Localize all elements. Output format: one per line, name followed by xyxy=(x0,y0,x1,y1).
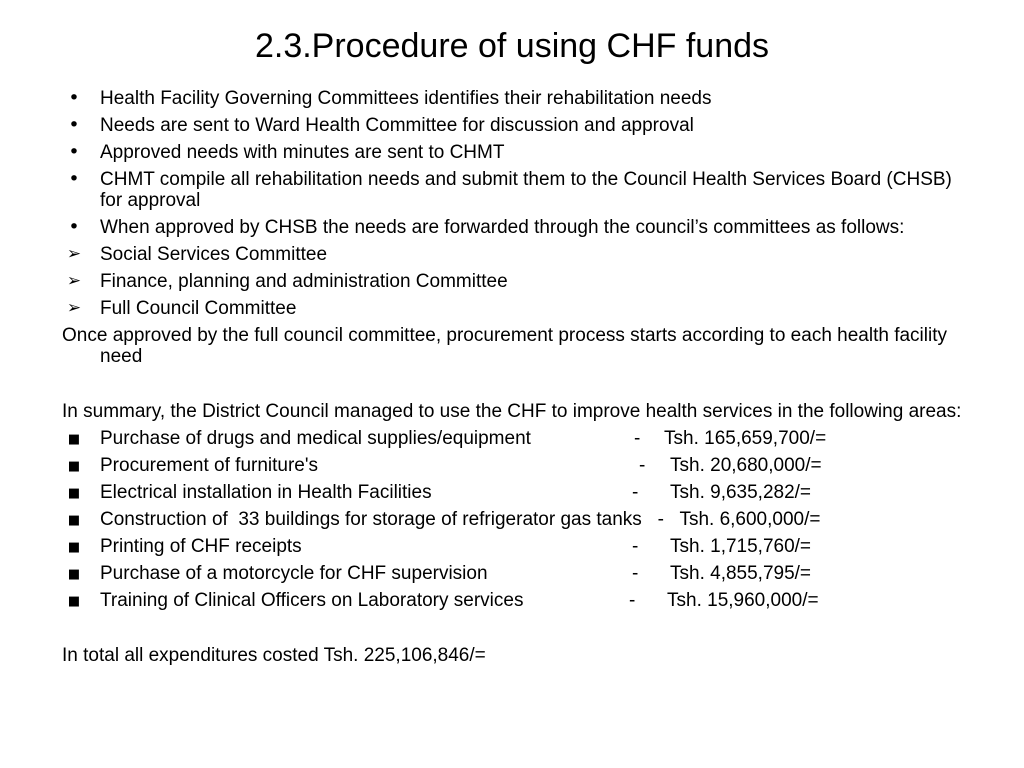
slide-title: 2.3.Procedure of using CHF funds xyxy=(254,27,770,65)
expenditure-dash: - xyxy=(632,536,639,557)
expenditure-amount: Tsh. 20,680,000/= xyxy=(670,455,822,476)
expenditure-dash: - xyxy=(632,482,639,503)
expenditure-amount: Tsh. 165,659,700/= xyxy=(664,428,827,449)
expenditure-item xyxy=(62,563,962,584)
bullet-text: When approved by CHSB the needs are forwarded through the council’s committees as follows: xyxy=(100,217,905,238)
expenditure-item xyxy=(62,455,962,476)
committee-item xyxy=(62,298,962,319)
committee-text: Finance, planning and administration Committee xyxy=(100,271,508,292)
committee-text: Social Services Committee xyxy=(100,244,328,265)
expenditure-dash: - xyxy=(632,563,639,584)
expenditure-item xyxy=(62,590,962,611)
expenditure-dash: - xyxy=(634,428,641,449)
total-expenditure: In total all expenditures costed Tsh. 225,106,846/= xyxy=(62,645,486,666)
square-bullet-icon: ■ xyxy=(67,459,81,474)
spacer xyxy=(62,373,962,401)
expenditure-label: Construction of 33 buildings for storage of refrigerator gas tanks - Tsh. 6,600,000/= xyxy=(100,509,821,530)
bullet-text: CHMT compile all rehabilitation needs and submit them to the Council Health Services Board (CHSB) for approval xyxy=(100,169,952,211)
arrow-bullet-icon: ➢ xyxy=(66,271,82,291)
bullet-item xyxy=(62,217,962,238)
bullet-item xyxy=(62,142,962,163)
expenditure-amount: Tsh. 15,960,000/= xyxy=(667,590,819,611)
expenditure-label: Training of Clinical Officers on Laboratory services xyxy=(100,590,524,611)
square-bullet-icon: ■ xyxy=(67,432,81,447)
bullet-dot-icon: • xyxy=(68,141,80,163)
spacer xyxy=(62,617,962,645)
bullet-dot-icon: • xyxy=(68,114,80,136)
bullet-item xyxy=(62,115,962,136)
bullet-dot-icon: • xyxy=(68,87,80,109)
expenditure-item xyxy=(62,509,962,530)
bullet-dot-icon: • xyxy=(68,216,80,238)
summary-intro: In summary, the District Council managed to use the CHF to improve health services in the following areas: xyxy=(62,401,962,422)
square-bullet-icon: ■ xyxy=(67,594,81,609)
expenditure-item xyxy=(62,482,962,503)
expenditure-label: Electrical installation in Health Facilities xyxy=(100,482,432,503)
expenditure-item xyxy=(62,428,962,449)
square-bullet-icon: ■ xyxy=(67,567,81,582)
bullet-dot-icon: • xyxy=(68,168,80,190)
bullet-text: Health Facility Governing Committees identifies their rehabilitation needs xyxy=(100,88,712,109)
expenditure-dash: - xyxy=(629,590,636,611)
slide-content xyxy=(62,88,962,672)
expenditure-amount: Tsh. 1,715,760/= xyxy=(670,536,812,557)
bullet-item xyxy=(62,169,962,211)
committee-item xyxy=(62,271,962,292)
expenditure-label: Printing of CHF receipts xyxy=(100,536,302,557)
committee-text: Full Council Committee xyxy=(100,298,297,319)
square-bullet-icon: ■ xyxy=(67,513,81,528)
arrow-bullet-icon: ➢ xyxy=(66,298,82,318)
arrow-bullet-icon: ➢ xyxy=(66,244,82,264)
committee-item xyxy=(62,244,962,265)
procurement-note: Once approved by the full council committee, procurement process starts according to each health facility need xyxy=(62,325,947,367)
expenditure-amount: Tsh. 4,855,795/= xyxy=(670,563,812,584)
expenditure-label: Procurement of furniture's xyxy=(100,455,318,476)
expenditure-amount: Tsh. 9,635,282/= xyxy=(670,482,812,503)
bullet-text: Needs are sent to Ward Health Committee for discussion and approval xyxy=(100,115,694,136)
bullet-text: Approved needs with minutes are sent to CHMT xyxy=(100,142,505,163)
bullet-item xyxy=(62,88,962,109)
expenditure-label: Purchase of a motorcycle for CHF supervision xyxy=(100,563,488,584)
square-bullet-icon: ■ xyxy=(67,486,81,501)
square-bullet-icon: ■ xyxy=(67,540,81,555)
expenditure-dash: - xyxy=(639,455,646,476)
expenditure-item xyxy=(62,536,962,557)
expenditure-label: Purchase of drugs and medical supplies/equipment xyxy=(100,428,531,449)
